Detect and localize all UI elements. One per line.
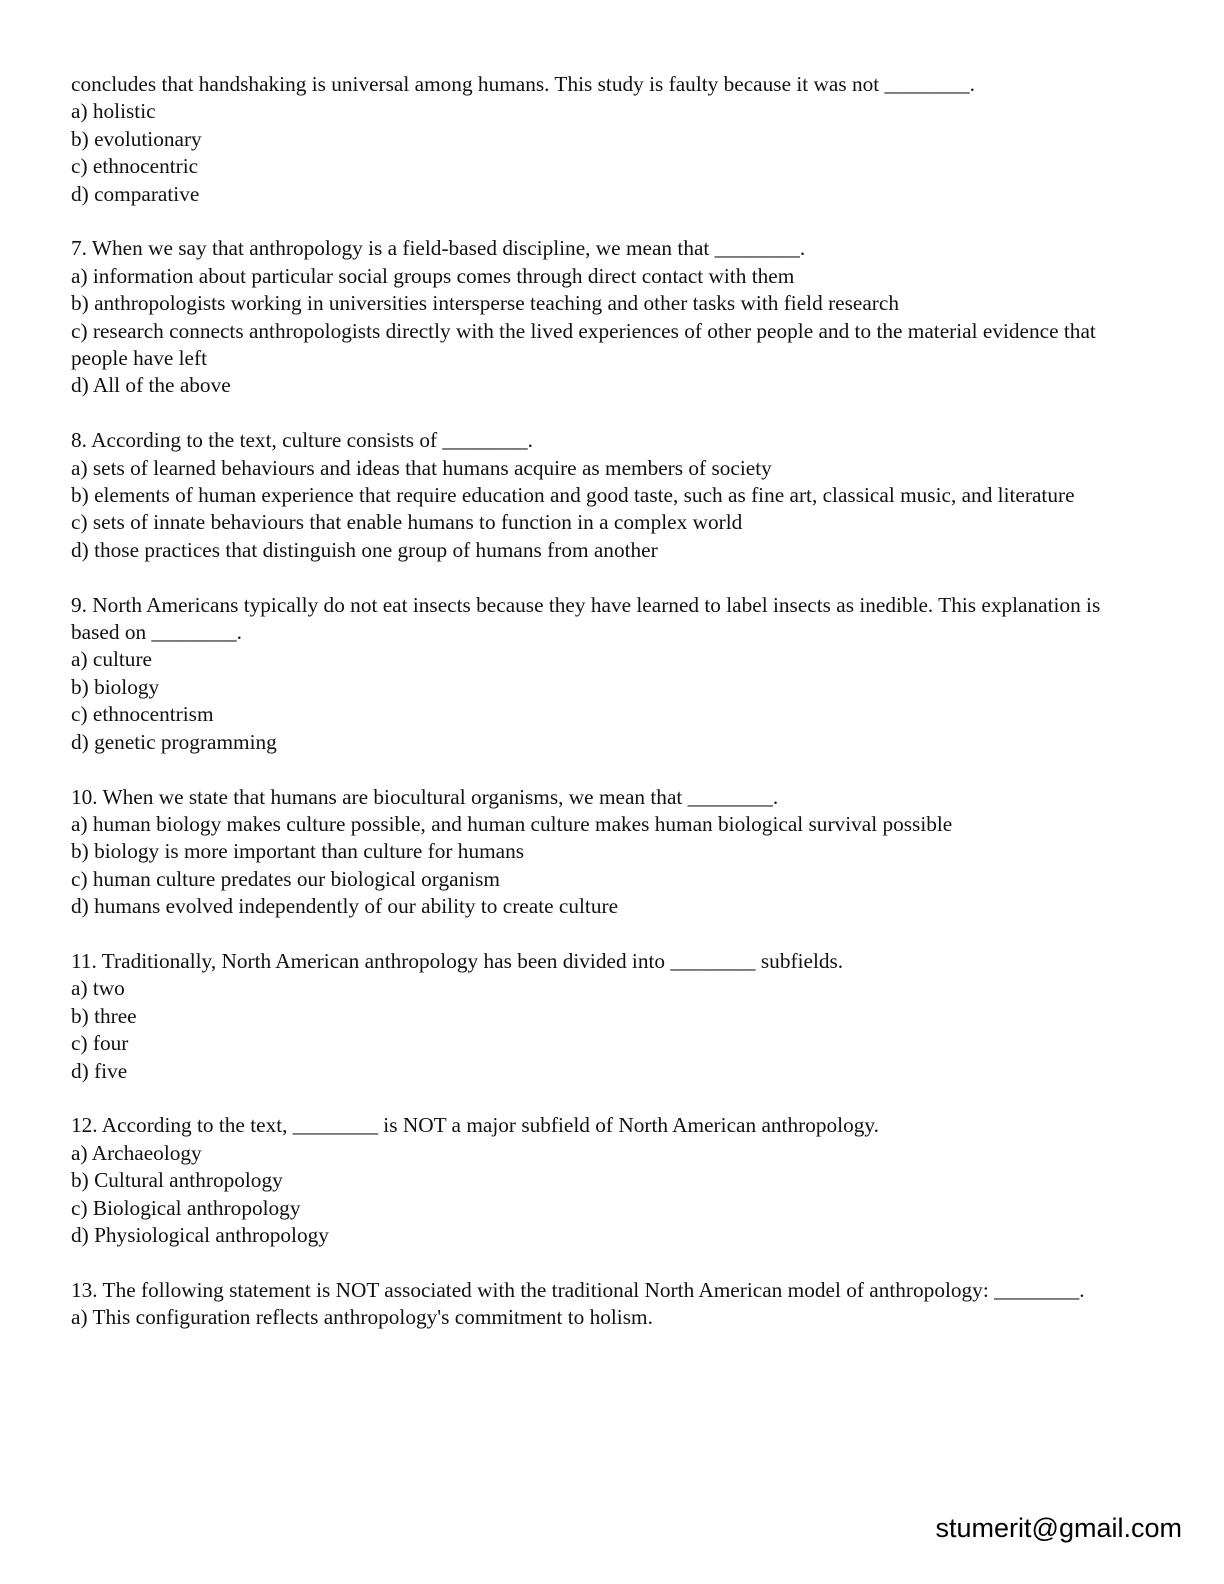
answer-option: d) humans evolved independently of our ability to create culture bbox=[71, 894, 619, 919]
answer-option: d) five bbox=[71, 1058, 128, 1083]
question-12 bbox=[71, 1112, 1151, 1249]
question-text: 8. According to the text, culture consists of ________. bbox=[71, 428, 533, 453]
answer-option: a) human biology makes culture possible, and human culture makes human biological survival possible bbox=[71, 811, 953, 836]
answer-option: b) three bbox=[71, 1003, 137, 1028]
answer-option: c) four bbox=[71, 1031, 129, 1056]
answer-option: a) two bbox=[71, 976, 125, 1001]
answer-option: b) anthropologists working in universities intersperse teaching and other tasks with field research bbox=[71, 291, 899, 316]
answer-option: c) research connects anthropologists directly with the lived experiences of other people and to the material evidence that people have left bbox=[71, 318, 1096, 371]
answer-option: d) Physiological anthropology bbox=[71, 1222, 329, 1247]
question-text: 12. According to the text, ________ is NOT a major subfield of North American anthropology. bbox=[71, 1113, 879, 1138]
question-11 bbox=[71, 948, 1151, 1085]
answer-option: b) Cultural anthropology bbox=[71, 1168, 283, 1193]
document-page bbox=[71, 71, 1151, 1332]
answer-option: a) holistic bbox=[71, 99, 156, 124]
answer-option: a) This configuration reflects anthropology's commitment to holism. bbox=[71, 1305, 653, 1330]
question-10 bbox=[71, 784, 1151, 921]
question-text: 9. North Americans typically do not eat insects because they have learned to label insects as inedible. This explanation is based on ________. bbox=[71, 592, 1101, 645]
question-text: 11. Traditionally, North American anthropology has been divided into ________ subfields. bbox=[71, 948, 844, 973]
answer-option: b) evolutionary bbox=[71, 126, 202, 151]
answer-option: c) Biological anthropology bbox=[71, 1195, 301, 1220]
question-text: 7. When we say that anthropology is a field-based discipline, we mean that ________. bbox=[71, 236, 806, 261]
answer-option: c) sets of innate behaviours that enable humans to function in a complex world bbox=[71, 510, 743, 535]
question-9 bbox=[71, 592, 1151, 756]
answer-option: a) sets of learned behaviours and ideas that humans acquire as members of society bbox=[71, 455, 772, 480]
footer-email: stumerit@gmail.com bbox=[935, 1513, 1182, 1543]
answer-option: c) ethnocentrism bbox=[71, 702, 214, 727]
question-continuation bbox=[71, 71, 1151, 208]
answer-option: d) those practices that distinguish one group of humans from another bbox=[71, 537, 658, 562]
answer-option: d) genetic programming bbox=[71, 729, 277, 754]
question-13 bbox=[71, 1277, 1151, 1332]
question-text: concludes that handshaking is universal among humans. This study is faulty because it was not ________. bbox=[71, 72, 975, 96]
answer-option: d) All of the above bbox=[71, 373, 231, 398]
question-text: 10. When we state that humans are biocultural organisms, we mean that ________. bbox=[71, 784, 779, 809]
answer-option: b) biology is more important than culture for humans bbox=[71, 839, 525, 864]
question-7 bbox=[71, 235, 1151, 399]
question-text: 13. The following statement is NOT associated with the traditional North American model of anthropology: ________. bbox=[71, 1277, 1085, 1302]
answer-option: a) Archaeology bbox=[71, 1140, 202, 1165]
answer-option: a) culture bbox=[71, 647, 152, 672]
answer-option: d) comparative bbox=[71, 181, 200, 206]
answer-option: b) biology bbox=[71, 674, 160, 699]
answer-option: c) ethnocentric bbox=[71, 154, 199, 179]
answer-option: c) human culture predates our biological organism bbox=[71, 866, 500, 891]
answer-option: b) elements of human experience that require education and good taste, such as fine art, classical music, and literature bbox=[71, 483, 1075, 508]
question-8 bbox=[71, 427, 1151, 564]
answer-option: a) information about particular social groups comes through direct contact with them bbox=[71, 263, 795, 288]
